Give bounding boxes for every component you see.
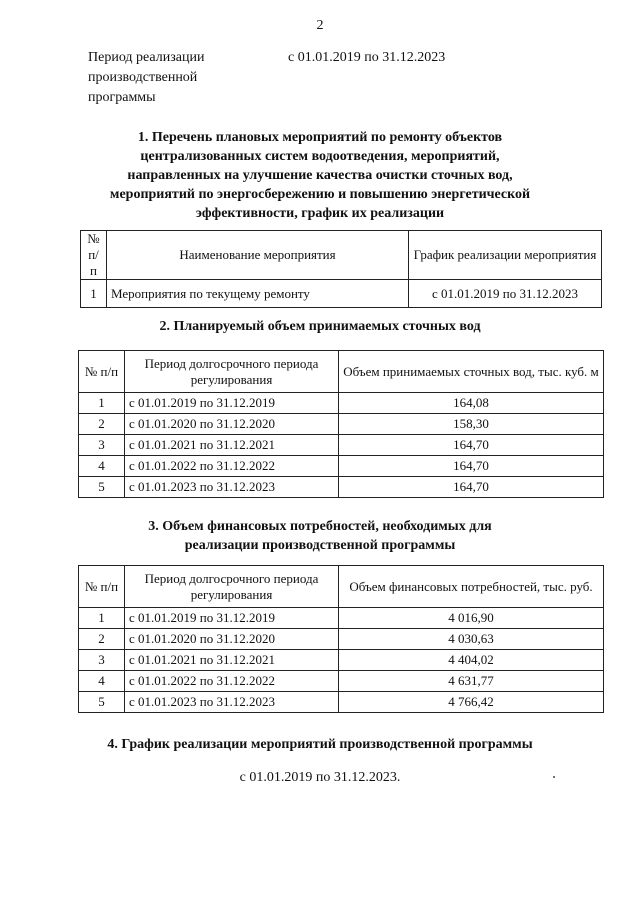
column-header: Наименование мероприятия [107,231,409,280]
cell-period: с 01.01.2021 по 31.12.2021 [125,435,339,456]
cell-value: 4 631,77 [339,671,604,692]
table-row [81,280,602,308]
cell-value: 158,30 [339,414,604,435]
column-header: График реализации мероприятия [409,231,602,280]
table-row [79,650,604,671]
cell-value: 164,70 [339,435,604,456]
scan-dot [553,776,555,778]
cell-period: с 01.01.2022 по 31.12.2022 [125,456,339,477]
period-label-line: Период реализации [88,50,205,65]
title-line: 1. Перечень плановых мероприятий по ремонту объектов [137,130,503,145]
table-header-row [81,231,602,280]
table-row [79,477,604,498]
cell-num: 3 [79,435,125,456]
table-row [79,393,604,414]
cell-period: с 01.01.2023 по 31.12.2023 [125,477,339,498]
table-row [79,435,604,456]
cell-num: 2 [79,629,125,650]
period-value: с 01.01.2019 по 31.12.2023 [288,50,446,65]
cell-num: 5 [79,692,125,713]
cell-value: 164,70 [339,477,604,498]
title-line: направленных на улучшение качества очистки сточных вод, [127,168,513,183]
title-line: 3. Объем финансовых потребностей, необходимых для [148,519,492,534]
table-row [79,629,604,650]
table-row [79,608,604,629]
cell-value: 4 016,90 [339,608,604,629]
cell-value: 164,08 [339,393,604,414]
column-header: № п/п [81,231,107,280]
column-header: № п/п [79,351,125,393]
cell-num: 1 [79,608,125,629]
section4-title: 4. График реализации мероприятий производственной программы [107,737,533,752]
period-label-line: программы [88,90,156,105]
column-header: Объем финансовых потребностей, тыс. руб. [339,566,604,608]
cell-num: 3 [79,650,125,671]
column-header: Объем принимаемых сточных вод, тыс. куб. м [339,351,604,393]
cell-period: с 01.01.2020 по 31.12.2020 [125,629,339,650]
measures-table [80,230,602,308]
title-line: реализации производственной программы [184,538,456,553]
period-label [88,48,238,108]
cell-period: с 01.01.2020 по 31.12.2020 [125,414,339,435]
cell-value: 164,70 [339,456,604,477]
table-row [79,671,604,692]
cell-num: 4 [79,456,125,477]
table-header-row [79,566,604,608]
cell-value: 4 030,63 [339,629,604,650]
cell-num: 5 [79,477,125,498]
section2-title: 2. Планируемый объем принимаемых сточных вод [159,319,481,334]
table-row [79,414,604,435]
cell-schedule: с 01.01.2019 по 31.12.2023 [409,280,602,308]
period-label-line: производственной [88,70,198,85]
column-header: Период долгосрочного периода регулирования [125,351,339,393]
cell-period: с 01.01.2019 по 31.12.2019 [125,608,339,629]
table-row [79,692,604,713]
cell-period: с 01.01.2023 по 31.12.2023 [125,692,339,713]
cell-num: 4 [79,671,125,692]
title-line: централизованных систем водоотведения, мероприятий, [140,149,500,164]
page-number: 2 [316,18,324,33]
cell-value: 4 766,42 [339,692,604,713]
column-header: Период долгосрочного периода регулирования [125,566,339,608]
section1-title [60,128,580,223]
cell-num: 1 [79,393,125,414]
table-header-row [79,351,604,393]
section3-title [60,517,580,555]
cell-name: Мероприятия по текущему ремонту [107,280,409,308]
cell-period: с 01.01.2021 по 31.12.2021 [125,650,339,671]
cell-num: 2 [79,414,125,435]
financial-table [78,565,604,713]
cell-num: 1 [81,280,107,308]
wastewater-table [78,350,604,498]
section4-text: с 01.01.2019 по 31.12.2023. [239,770,401,785]
title-line: эффективности, график их реализации [195,206,445,221]
cell-period: с 01.01.2022 по 31.12.2022 [125,671,339,692]
table-row [79,456,604,477]
title-line: мероприятий по энергосбережению и повышению энергетической [109,187,531,202]
cell-period: с 01.01.2019 по 31.12.2019 [125,393,339,414]
column-header: № п/п [79,566,125,608]
cell-value: 4 404,02 [339,650,604,671]
